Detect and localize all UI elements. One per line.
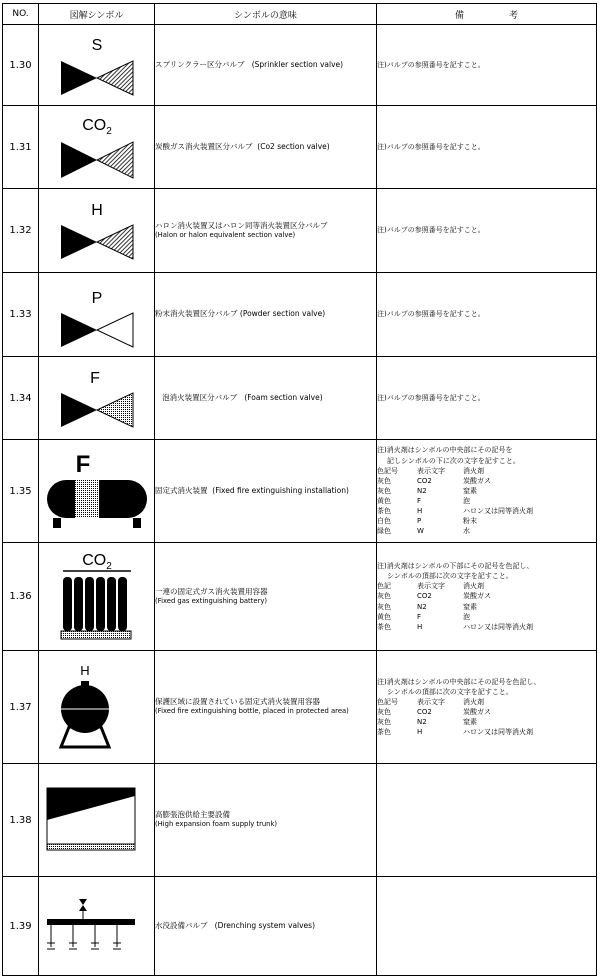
symbol-label: S — [91, 37, 103, 54]
svg-text:CO2: $CO_2$ — [82, 552, 112, 572]
foam-valve-symbol — [39, 357, 155, 440]
header-remarks: 備 考 — [377, 4, 597, 25]
remark-cell: 注)バルブの参照番号を記すこと。 — [377, 106, 597, 189]
remark-cell: 注)バルブの参照番号を記すこと。 — [377, 273, 597, 357]
fixed-installation-symbol — [39, 440, 155, 543]
meaning-cell: 一連の固定式ガス消火装置用容器 (Fixed gas extinguishing battery) — [155, 543, 377, 651]
meaning-cell: スプリンクラー区分バルブ (Sprinkler section valve) — [155, 25, 377, 106]
fixed-bottle-symbol — [39, 651, 155, 764]
svg-text:H: H — [91, 202, 103, 219]
table-row — [3, 189, 597, 273]
header-meaning: シンボルの意味 — [155, 4, 377, 25]
remark-cell: 注)消火剤はシンボルの下部にその記号を色記し、 シンボルの頂部に次の文字を記すこと。 色記 表示文字 消火剤 灰色 CO2 炭酸ガス 灰色 N2 窒素 黄色 F 泡 茶色 H ハロン又は同等消火剤 — [377, 543, 597, 651]
row-number: 1.31 — [3, 106, 39, 189]
meaning-cell: 炭酸ガス消火装置区分バルブ (Co2 section valve) — [155, 106, 377, 189]
table-row — [3, 543, 597, 651]
meaning-cell: 泡消火装置区分バルブ (Foam section valve) — [155, 357, 377, 440]
remark-cell — [377, 764, 597, 877]
meaning-cell: 固定式消火装置 (Fixed fire extinguishing installation) — [155, 440, 377, 543]
svg-text:F: F — [75, 451, 91, 478]
table-row — [3, 651, 597, 764]
header-symbol: 図解シンボル — [39, 4, 155, 25]
remark-cell: 注)消火剤はシンボルの中央部にその記号を色記し、 シンボルの頂部に次の文字を記すこと。 色記号 表示文字 消火剤 灰色 CO2 炭酸ガス 灰色 N2 窒素 茶色 H ハロン又は同等消火剤 — [377, 651, 597, 764]
remark-cell: 注)バルブの参照番号を記すこと。 — [377, 357, 597, 440]
meaning-cell: 粉末消火装置区分バルブ (Powder section valve) — [155, 273, 377, 357]
row-number: 1.30 — [3, 25, 39, 106]
row-number: 1.34 — [3, 357, 39, 440]
row-number: 1.33 — [3, 273, 39, 357]
row-number: 1.36 — [3, 543, 39, 651]
table-row — [3, 273, 597, 357]
halon-valve-symbol — [39, 189, 155, 273]
remark-cell: 注)消火剤はシンボルの中央部にその記号を 記しシンボルの下に次の文字を記すこと。 色記号 表示文字 消火剤 灰色 CO2 炭酸ガス 灰色 N2 窒素 黄色 F 泡 茶色 H ハロン又は同等消火剤 白色 P 粉末 緑色 W 水 — [377, 440, 597, 543]
svg-text:P: P — [91, 290, 103, 307]
row-number: 1.32 — [3, 189, 39, 273]
table-row — [3, 440, 597, 543]
remark-cell: 注)バルブの参照番号を記すこと。 — [377, 189, 597, 273]
table-row — [3, 764, 597, 877]
remark-cell — [377, 877, 597, 976]
meaning-cell: 水没設備バルブ (Drenching system valves) — [155, 877, 377, 976]
row-number: 1.39 — [3, 877, 39, 976]
table-row — [3, 25, 597, 106]
sprinkler-valve-symbol — [39, 25, 155, 106]
drenching-valve-symbol — [39, 877, 155, 976]
svg-text:F: F — [90, 370, 100, 387]
remark-cell: 注)バルブの参照番号を記すこと。 — [377, 25, 597, 106]
gas-battery-symbol — [39, 543, 155, 651]
symbol-label: $CO_2$ — [82, 117, 112, 137]
meaning-cell: 保護区域に設置されている固定式消火装置用容器 (Fixed fire extinguishing bottle, placed in protected area) — [155, 651, 377, 764]
row-number: 1.37 — [3, 651, 39, 764]
svg-text:H: H — [80, 663, 90, 678]
header-row — [3, 4, 597, 25]
table-row — [3, 877, 597, 976]
symbol-table — [2, 3, 597, 976]
header-no: NO. — [3, 4, 39, 25]
table-row — [3, 357, 597, 440]
meaning-cell: 高膨張泡供給主要設備 (High expansion foam supply trunk) — [155, 764, 377, 877]
meaning-cell: ハロン消火装置又はハロン同等消火装置区分バルブ (Halon or halon equivalent section valve) — [155, 189, 377, 273]
row-number: 1.35 — [3, 440, 39, 543]
table-row — [3, 106, 597, 189]
row-number: 1.38 — [3, 764, 39, 877]
foam-trunk-symbol — [39, 764, 155, 877]
powder-valve-symbol — [39, 273, 155, 357]
co2-valve-symbol — [39, 106, 155, 189]
